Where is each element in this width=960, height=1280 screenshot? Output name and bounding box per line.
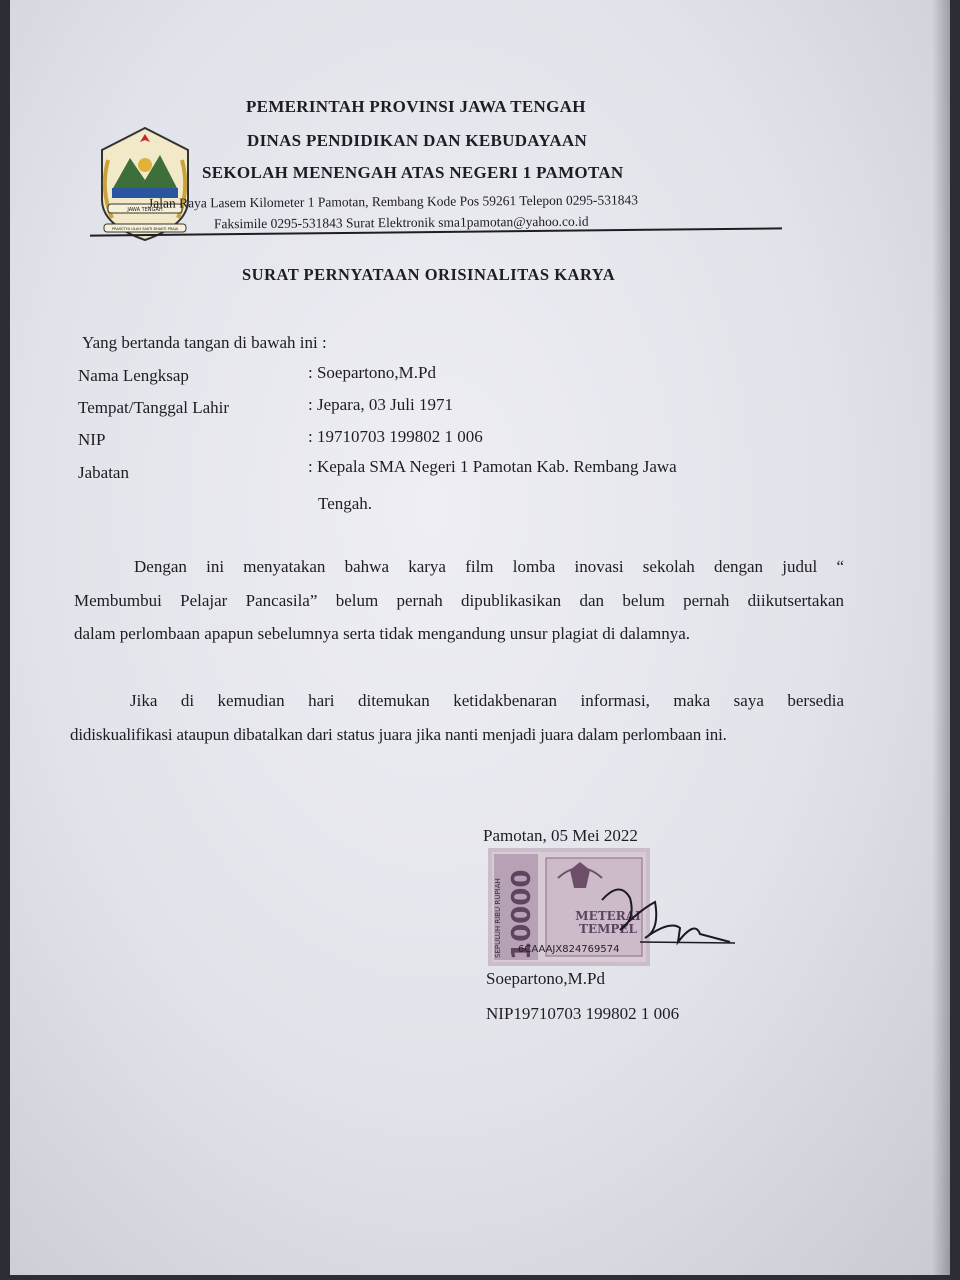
emblem-motto: PRASETYA ULAH SAKTI BHAKTI PRAJA bbox=[111, 227, 179, 231]
letterhead-address: Jalan Raya Lasem Kilometer 1 Pamotan, Rembang Kode Pos 59261 Telepon 0295-531843 bbox=[147, 192, 639, 211]
disqualification-line-2: didiskualifikasi ataupun dibatalkan dari status juara jika nanti menjadi juara dalam perlombaan ini. bbox=[70, 724, 727, 744]
field-label-birth: Tempat/Tanggal Lahir bbox=[78, 398, 230, 417]
letterhead-line-1: PEMERINTAH PROVINSI JAWA TENGAH bbox=[246, 97, 586, 116]
stamp-label-meterai: METERAI bbox=[575, 909, 641, 923]
signatory-name: Soepartono,M.Pd bbox=[486, 969, 605, 988]
place-date: Pamotan, 05 Mei 2022 bbox=[483, 826, 638, 845]
statement-paragraph bbox=[74, 550, 844, 651]
disqualification-line-1: Jika di kemudian hari ditemukan ketidakbenaran informasi, maka saya bersedia bbox=[130, 691, 844, 710]
field-label-nip: NIP bbox=[78, 430, 106, 449]
field-value-nip: : 19710703 199802 1 006 bbox=[308, 427, 483, 446]
letter-page bbox=[10, 0, 950, 1275]
document-title: SURAT PERNYATAAN ORISINALITAS KARYA bbox=[242, 265, 616, 284]
statement-line-2: Membumbui Pelajar Pancasila” belum pernah dipublikasikan dan belum pernah diikutsertakan bbox=[74, 590, 844, 610]
field-value-position-cont: Tengah. bbox=[318, 494, 373, 513]
letterhead-contact: Faksimile 0295-531843 Surat Elektronik sma1pamotan@yahoo.co.id bbox=[213, 213, 589, 232]
stamp-serial: 6CAAAJX824769574 bbox=[518, 944, 620, 955]
field-label-position: Jabatan bbox=[78, 463, 129, 482]
stamp-side-text: SEPULUH RIBU RUPIAH bbox=[494, 878, 502, 958]
handwritten-signature-icon bbox=[600, 880, 740, 950]
disqualification-paragraph bbox=[70, 684, 844, 751]
intro-text: Yang bertanda tangan di bawah ini : bbox=[82, 333, 327, 352]
letterhead-line-3: SEKOLAH MENENGAH ATAS NEGERI 1 PAMOTAN bbox=[202, 163, 624, 182]
stamp-value: 10000 bbox=[507, 869, 537, 960]
field-value-name: : Soepartono,M.Pd bbox=[308, 363, 436, 382]
field-value-position: : Kepala SMA Negeri 1 Pamotan Kab. Rembang Jawa bbox=[308, 457, 677, 476]
stamp-label-tempel: TEMPEL bbox=[579, 922, 637, 936]
emblem-banner: JAWA TENGAH bbox=[127, 207, 163, 213]
statement-line-3: dalam perlombaan apapun sebelumnya serta tidak mengandung unsur plagiat di dalamnya. bbox=[74, 624, 691, 643]
statement-line-1: Dengan ini menyatakan bahwa karya film lomba inovasi sekolah dengan judul “ bbox=[134, 557, 844, 576]
field-label-name: Nama Lengksap bbox=[78, 366, 189, 385]
letterhead-line-2: DINAS PENDIDIKAN DAN KEBUDAYAAN bbox=[247, 131, 588, 150]
signatory-nip: NIP19710703 199802 1 006 bbox=[486, 1004, 680, 1023]
field-value-birth: : Jepara, 03 Juli 1971 bbox=[308, 395, 453, 414]
jawa-tengah-emblem-icon bbox=[90, 120, 200, 245]
